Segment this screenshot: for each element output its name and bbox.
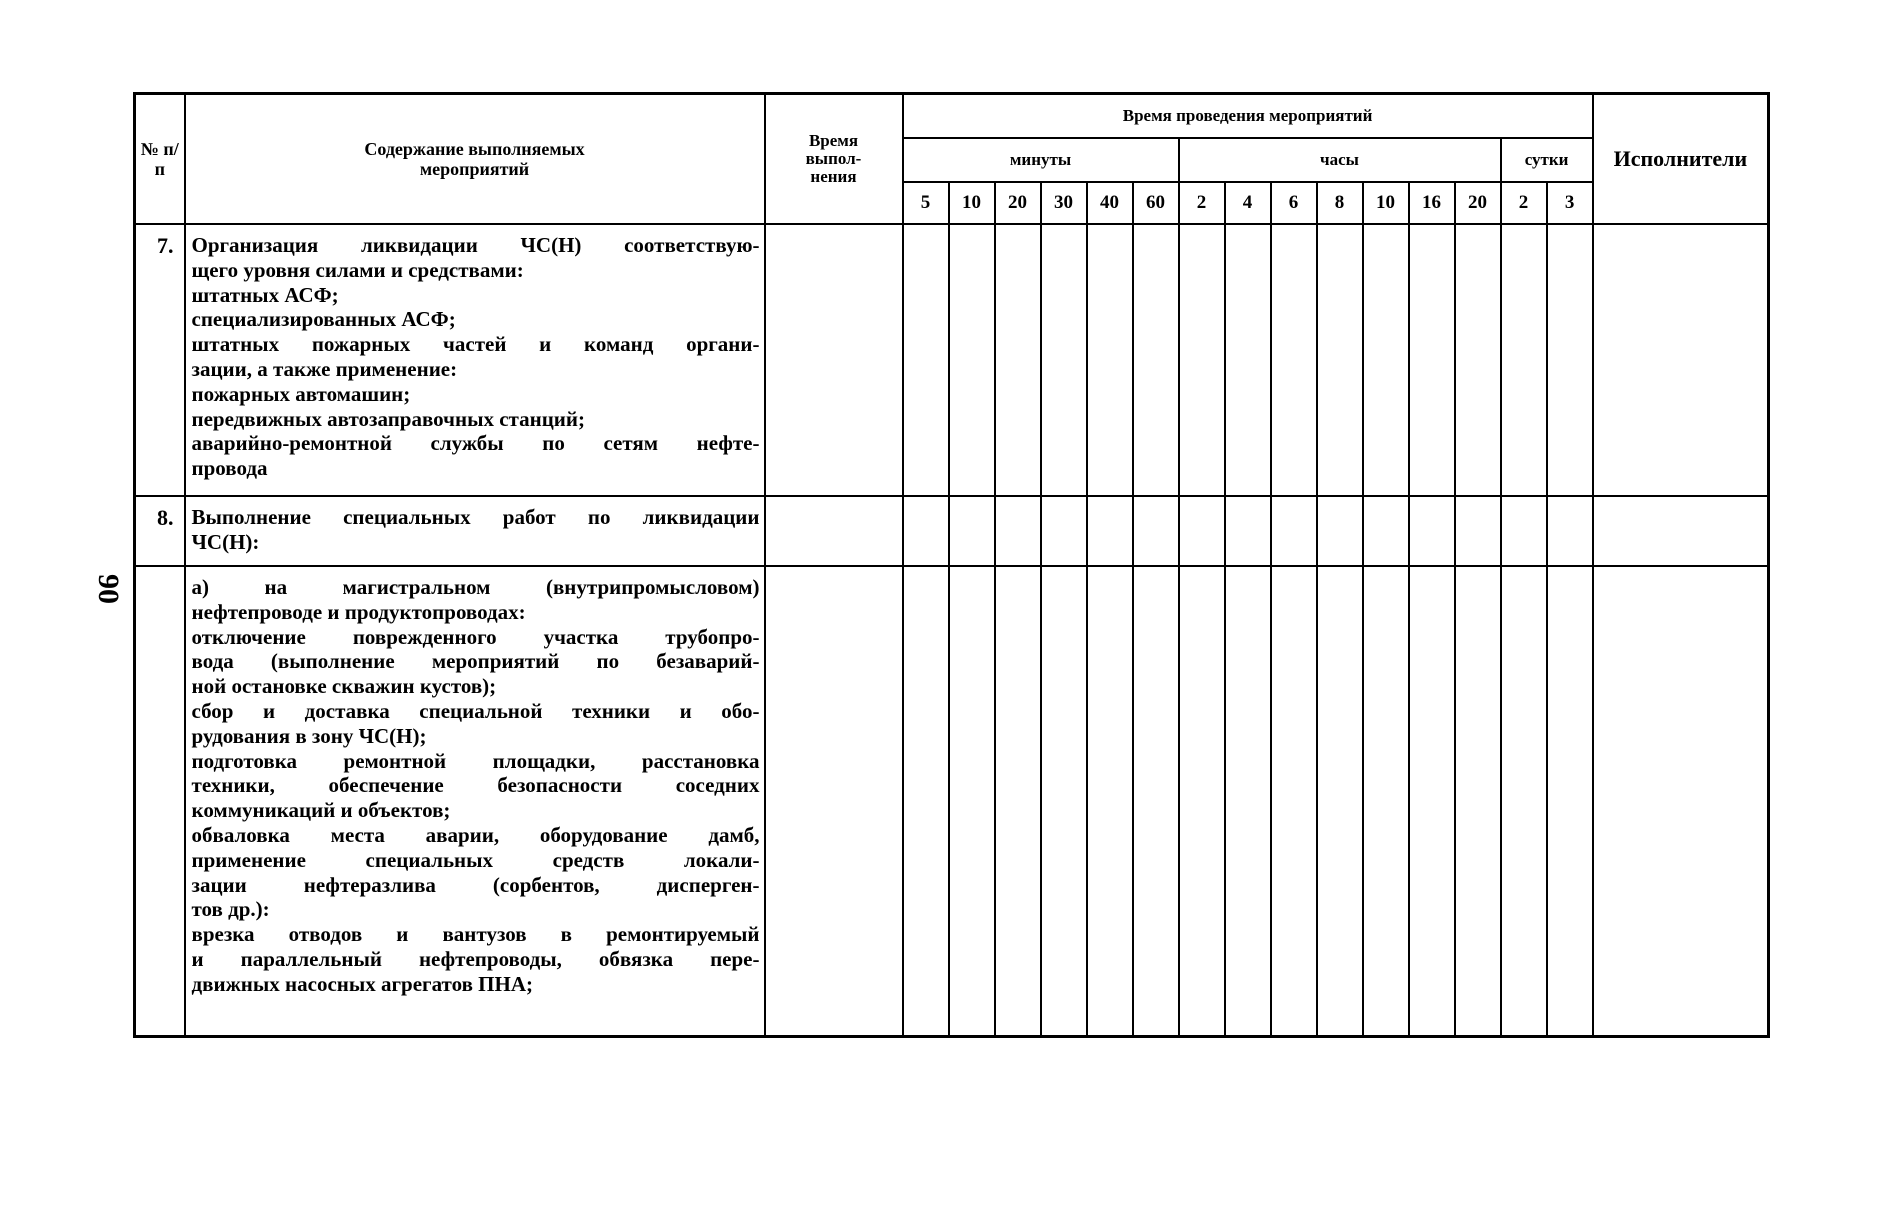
timing-cell[interactable] [903,224,949,496]
timing-cell[interactable] [1547,566,1593,1036]
tick-hours-4: 4 [1225,182,1271,224]
tick-hours-20: 20 [1455,182,1501,224]
content-line: а) на магистральном (внутрипромысловом) [191,575,760,599]
timing-cell[interactable] [1041,566,1087,1036]
header-unit-minutes: минуты [903,138,1179,182]
timing-cell[interactable] [995,224,1041,496]
content-line: сбор и доставка специальной техники и обо- [191,698,760,723]
plan-table-body [135,224,1769,1036]
content-line: щего уровня силами и средствами: [191,257,524,282]
tick-hours-16: 16 [1409,182,1455,224]
timing-cell[interactable] [1547,224,1593,496]
row-number [135,566,185,1036]
content-line: штатных пожарных частей и команд органи- [191,332,760,357]
tick-days-2: 2 [1501,182,1547,224]
timing-cell[interactable] [1317,224,1363,496]
content-line: применение специальных средств локали- [191,847,760,872]
timing-cell[interactable] [1179,496,1225,566]
content-line: ЧС(Н): [191,529,260,554]
content-line: врезка отводов и вантузов в ремонтируемый [191,922,760,947]
timing-cell[interactable] [949,496,995,566]
timing-cell[interactable] [1363,224,1409,496]
timing-cell[interactable] [1501,496,1547,566]
tick-minutes-40: 40 [1087,182,1133,224]
timing-cell[interactable] [1179,566,1225,1036]
tick-hours-2: 2 [1179,182,1225,224]
content-line: движных насосных агрегатов ПНА; [191,971,533,996]
content-line: подготовка ремонтной площадки, расстановка [191,748,760,773]
executors-cell[interactable] [1593,224,1769,496]
table-row [135,566,1769,1036]
tick-hours-8: 8 [1317,182,1363,224]
content-line: аварийно-ремонтной службы по сетям нефте- [191,431,760,456]
timing-cell[interactable] [1225,224,1271,496]
row-number: 7. [135,224,185,496]
page-number: 90 [92,574,125,604]
plan-table [133,92,1770,1038]
timing-cell[interactable] [1501,566,1547,1036]
timing-cell[interactable] [1501,224,1547,496]
content-line: обваловка места аварии, оборудование дамб, [191,822,760,847]
timing-cell[interactable] [1271,496,1317,566]
header-content-label: Содержание выполняемых мероприятий [364,139,585,179]
content-line: тов др.): [191,897,270,922]
tick-minutes-60: 60 [1133,182,1179,224]
header-content [185,94,765,225]
timing-cell[interactable] [1317,496,1363,566]
header-number: № п/п [135,94,185,225]
timing-cell[interactable] [903,496,949,566]
content-line: Выполнение специальных работ по ликвидации [191,505,760,529]
content-line: коммуникаций и объектов; [191,798,451,823]
timing-cell[interactable] [1225,496,1271,566]
timing-cell[interactable] [1087,566,1133,1036]
row-content [185,566,765,1036]
tick-minutes-10: 10 [949,182,995,224]
timing-cell[interactable] [1133,496,1179,566]
timing-cell[interactable] [1409,224,1455,496]
tick-days-3: 3 [1547,182,1593,224]
content-line: ной остановке скважин кустов); [191,674,497,699]
content-line: пожарных автомашин; [191,381,411,406]
timing-cell[interactable] [1133,566,1179,1036]
timing-cell[interactable] [1041,224,1087,496]
timing-cell[interactable] [1087,224,1133,496]
tick-hours-10: 10 [1363,182,1409,224]
content-line: Организация ликвидации ЧС(Н) соответствую- [191,233,760,257]
timing-cell[interactable] [1041,496,1087,566]
content-line: передвижных автозаправочных станций; [191,406,586,431]
plan-table-wrapper [133,92,1767,1038]
timing-cell[interactable] [1455,496,1501,566]
header-unit-hours: часы [1179,138,1501,182]
header-duration-label: Время выпол- нения [805,131,862,186]
timing-cell[interactable] [1363,496,1409,566]
timing-cell[interactable] [1179,224,1225,496]
row-content [185,496,765,566]
timing-cell[interactable] [995,496,1041,566]
duration-cell[interactable] [765,566,903,1036]
timing-cell[interactable] [1271,224,1317,496]
row-number: 8. [135,496,185,566]
tick-minutes-20: 20 [995,182,1041,224]
timing-cell[interactable] [949,224,995,496]
header-duration [765,94,903,225]
executors-cell[interactable] [1593,496,1769,566]
timing-cell[interactable] [1409,566,1455,1036]
executors-cell[interactable] [1593,566,1769,1036]
tick-minutes-5: 5 [903,182,949,224]
header-timing: Время проведения мероприятий [903,94,1593,139]
row-content [185,224,765,496]
table-row [135,224,1769,496]
timing-cell[interactable] [949,566,995,1036]
content-line: и параллельный нефтепроводы, обвязка пере- [191,946,760,971]
timing-cell[interactable] [903,566,949,1036]
content-line: рудования в зону ЧС(Н); [191,723,427,748]
duration-cell[interactable] [765,496,903,566]
content-line: вода (выполнение мероприятий по безаварий- [191,649,760,674]
header-unit-days: сутки [1501,138,1593,182]
timing-cell[interactable] [1087,496,1133,566]
content-line: отключение поврежденного участка трубопро- [191,624,760,649]
timing-cell[interactable] [1317,566,1363,1036]
timing-cell[interactable] [1363,566,1409,1036]
content-line: штатных АСФ; [191,282,339,307]
tick-minutes-30: 30 [1041,182,1087,224]
timing-cell[interactable] [995,566,1041,1036]
table-row [135,496,1769,566]
timing-cell[interactable] [1455,566,1501,1036]
content-line: нефтепроводе и продуктопроводах: [191,599,526,624]
timing-cell[interactable] [1271,566,1317,1036]
timing-cell[interactable] [1133,224,1179,496]
tick-hours-6: 6 [1271,182,1317,224]
timing-cell[interactable] [1225,566,1271,1036]
header-executors: Исполнители [1593,94,1769,225]
duration-cell[interactable] [765,224,903,496]
timing-cell[interactable] [1409,496,1455,566]
content-line: провода [191,456,268,481]
content-line: специализированных АСФ; [191,307,456,332]
content-line: техники, обеспечение безопасности соседних [191,773,760,798]
content-line: зации нефтеразлива (сорбентов, дисперген- [191,872,760,897]
timing-cell[interactable] [1455,224,1501,496]
content-line: зации, а также применение: [191,356,458,381]
timing-cell[interactable] [1547,496,1593,566]
